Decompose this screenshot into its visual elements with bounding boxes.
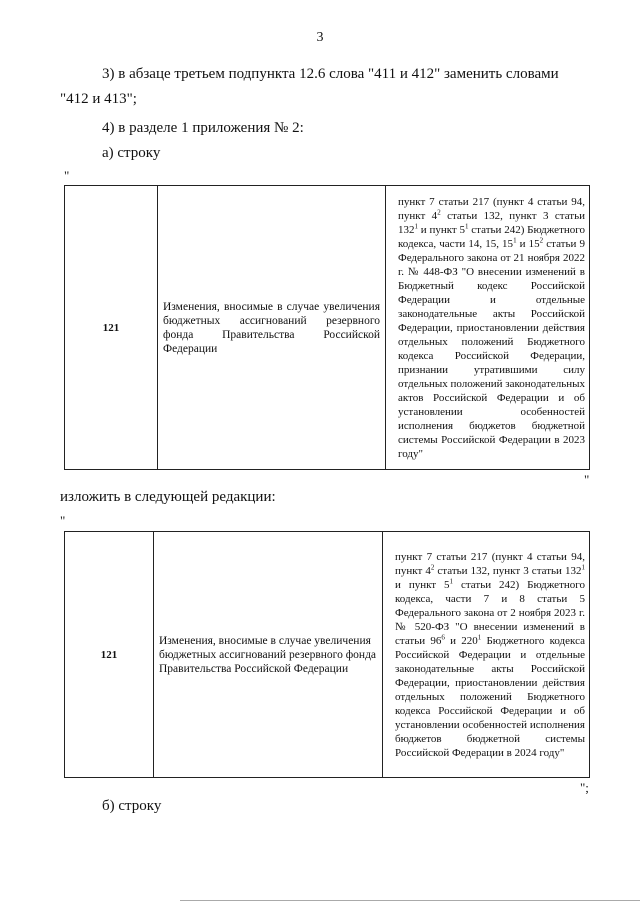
item-4a-heading: а) строку bbox=[102, 145, 161, 161]
closing-quote: " bbox=[584, 472, 590, 487]
row-description: Изменения, вносимые в случае увеличения бюджетных ассигнований резервного фонда Правительства Российской Федерации bbox=[154, 532, 383, 778]
item-4b-heading: б) строку bbox=[102, 798, 162, 814]
row-description: Изменения, вносимые в случае увеличения бюджетных ассигнований резервного фонда Правительства Российской Федерации bbox=[158, 186, 386, 470]
item-4-heading: 4) в разделе 1 приложения № 2: bbox=[102, 120, 304, 136]
row-legal-basis: пункт 7 статьи 217 (пункт 4 статьи 94, пункт $4^2$ статьи 132, пункт 3 статьи $132^1$ и пункт $5^1$ статьи 242) Бюджетного кодекса, части 14, 15, $15^1$ и $15^2$ статьи 9 Федерального закона от 21 ноября 2022 г. № 448-ФЗ "О внесении изменений в Бюджетный кодекс Российской Федерации и отдельные законодательные акты Российской Федерации, приостановлении действия отдельных положений Бюджетного кодекса Российской Федерации, признании утратившими силу отдельных положений законодательных актов Российской Федерации и об установлении особенностей исполнения бюджетов бюджетной системы Российской Федерации в 2023 году" bbox=[386, 186, 590, 470]
item-3-line-2: "412 и 413"; bbox=[60, 91, 137, 107]
restate-instruction: изложить в следующей редакции: bbox=[60, 489, 276, 505]
row-number: 121 bbox=[65, 532, 154, 778]
opening-quote: " bbox=[64, 168, 70, 183]
closing-quote: "; bbox=[580, 780, 589, 795]
opening-quote: " bbox=[60, 513, 66, 528]
item-3-line-1: 3) в абзаце третьем подпункта 12.6 слова "411 и 412" заменить словами bbox=[102, 66, 559, 82]
new-row-table bbox=[64, 531, 590, 778]
scan-edge-line bbox=[180, 900, 640, 901]
row-number: 121 bbox=[65, 186, 158, 470]
row-legal-basis: пункт 7 статьи 217 (пункт 4 статьи 94, пункт $4^2$ статьи 132, пункт 3 статьи $132^1$ и пункт $5^1$ статьи 242) Бюджетного кодекса, части 7 и 8 статьи 5 Федерального закона от 2 ноября 2023 г. № 520-ФЗ "О внесении изменений в статьи $96^6$ и $220^1$ Бюджетного кодекса Российской Федерации и отдельные законодательные акты Российской Федерации, приостановлении действия отдельных положений Бюджетного кодекса Российской Федерации и об установлении особенностей исполнения бюджетов бюджетной системы Российской Федерации в 2024 году" bbox=[383, 532, 590, 778]
current-row-table bbox=[64, 185, 590, 470]
page-number: 3 bbox=[316, 30, 324, 45]
